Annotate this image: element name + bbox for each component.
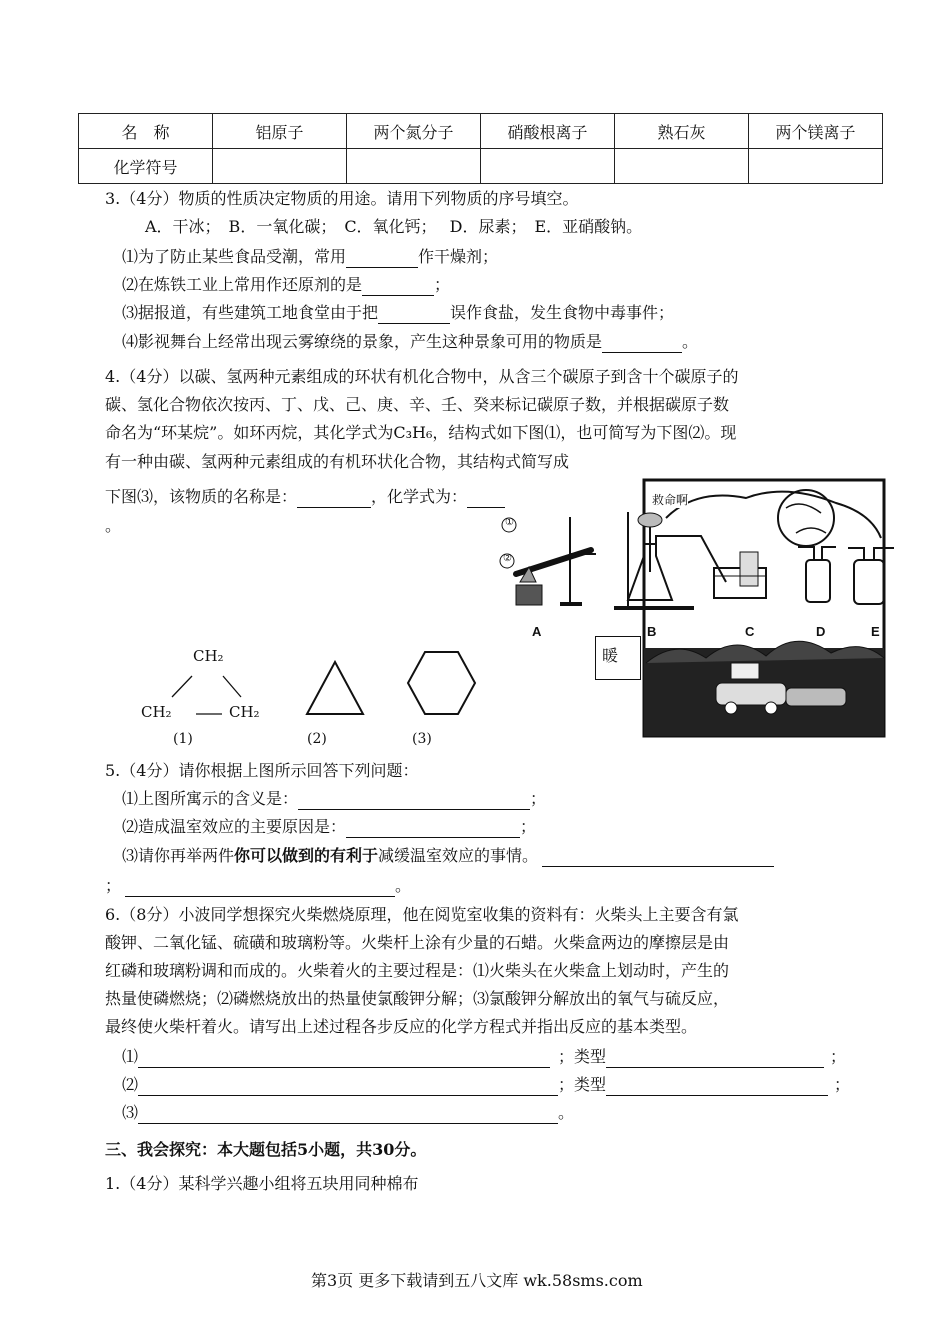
- answer-cell[interactable]: [213, 149, 347, 184]
- ch2-right: CH₂: [229, 703, 260, 721]
- q3-item-2: [122, 274, 450, 296]
- blank[interactable]: [298, 791, 530, 810]
- q6-line-3: 红磷和玻璃粉调和而成的。火柴着火的主要过程是：⑴火柴头在火柴盒上划动时，产生的: [105, 961, 730, 980]
- q6-answer-3-end: 。: [558, 1103, 575, 1122]
- q6-answer-1-semi: ；: [830, 1047, 847, 1066]
- q5-item-2: [122, 816, 536, 838]
- q6-answer-1: [122, 1046, 846, 1068]
- q4-line-3: 命名为“环某烷”。如环丙烷，其化学式为C₃H₆，结构式如下图⑴，也可简写为下图⑵。现: [105, 423, 737, 442]
- ch2-left: CH₂: [141, 703, 172, 721]
- q6-answer-2-label: ⑵: [122, 1075, 139, 1094]
- q5-item-2-text: ⑵造成温室效应的主要原因是：: [122, 817, 347, 836]
- answer-cell[interactable]: [481, 149, 615, 184]
- table-cell: 铝原子: [213, 114, 347, 149]
- table-cell: 两个镁离子: [749, 114, 883, 149]
- cartoon-side-text: 暖: [602, 646, 619, 665]
- blank[interactable]: [125, 878, 395, 897]
- q5-item-4-semi: ；: [105, 876, 122, 895]
- bond-line: [223, 676, 241, 697]
- blank[interactable]: [602, 334, 682, 353]
- q4-formula-prompt: ，化学式为：: [371, 487, 468, 506]
- q5-item-1: [122, 788, 546, 810]
- blank[interactable]: [297, 489, 371, 508]
- blank[interactable]: [606, 1049, 824, 1068]
- table-row: [79, 114, 883, 149]
- q4-line-4: 有一种由碳、氢两种元素组成的有机环状化合物，其结构式简写成: [105, 452, 570, 471]
- q6-line-2: 酸钾、二氧化锰、硫磺和玻璃粉等。火柴杆上涂有少量的石蜡。火柴盒两边的摩擦层是由: [105, 933, 730, 952]
- q4-line-1: 4.（4分）以碳、氢两种元素组成的环状有机化合物中，从含三个碳原子到含十个碳原子的: [105, 367, 739, 386]
- q4-line-5: [105, 486, 505, 508]
- blank[interactable]: [138, 1049, 550, 1068]
- label-e: E: [871, 624, 880, 639]
- q4-name-prompt: 下图⑶，该物质的名称是：: [105, 487, 298, 506]
- blank[interactable]: [346, 819, 520, 838]
- q5-item-4: [105, 875, 411, 897]
- label-d: D: [816, 624, 826, 639]
- q3-item-3: [122, 302, 674, 324]
- table-cell: 化学符号: [79, 149, 213, 184]
- q3-item-4: [122, 331, 698, 353]
- answer-table: [78, 113, 883, 184]
- blank[interactable]: [378, 305, 450, 324]
- section-heading: 三、我会探究：本大题包括5小题，共30分。: [105, 1140, 427, 1159]
- caption-1: (1): [173, 731, 193, 747]
- q3-item-3-text: ⑶据报道，有些建筑工地食堂由于把: [122, 303, 379, 322]
- q6-answer-2-type: ；类型: [558, 1075, 607, 1094]
- caption-3: (3): [412, 731, 432, 747]
- blank[interactable]: [542, 848, 774, 867]
- q3-item-2-end: ；: [434, 275, 451, 294]
- blank[interactable]: [467, 489, 505, 508]
- cartoon-side-box: [595, 636, 641, 680]
- q5-head: 5.（4分）请你根据上图所示回答下列问题：: [105, 761, 419, 780]
- table-cell: 硝酸根离子: [481, 114, 615, 149]
- ch2-top: CH₂: [193, 647, 224, 665]
- cartoon-caption: 救命啊: [652, 493, 689, 507]
- q3-item-4-text: ⑷影视舞台上经常出现云雾缭绕的景象，产生这种景象可用的物质是: [122, 332, 603, 351]
- bond-line: [172, 676, 192, 697]
- answer-cell[interactable]: [347, 149, 481, 184]
- hexagon-shape: [408, 652, 475, 714]
- table-row: [79, 149, 883, 184]
- q6-answer-1-type: ；类型: [558, 1047, 607, 1066]
- label-b: B: [647, 624, 657, 639]
- label-a: A: [532, 624, 542, 639]
- label-1: ①: [505, 517, 514, 528]
- q4-line-2: 碳、氢化合物依次按丙、丁、戊、己、庚、辛、壬、癸来标记碳原子数，并根据碳原子数: [105, 395, 730, 414]
- label-2: ②: [503, 553, 512, 564]
- q5-item-3-text-c: 减缓温室效应的事情。: [378, 846, 539, 865]
- triangle-shape: [307, 662, 363, 714]
- blank[interactable]: [138, 1105, 558, 1124]
- q5-item-3-text-b: 你可以做到的有利于: [234, 846, 379, 865]
- label-c: C: [745, 624, 755, 639]
- q6-answer-2: [122, 1074, 850, 1096]
- q3-head: 3.（4分）物质的性质决定物质的用途。请用下列物质的序号填空。: [105, 189, 579, 208]
- blank[interactable]: [138, 1077, 558, 1096]
- lab-apparatus-image: [496, 512, 906, 642]
- answer-cell[interactable]: [749, 149, 883, 184]
- q3-options: A．干冰； B．一氧化碳； C．氧化钙； D．尿素； E．亚硝酸钠。: [145, 217, 643, 236]
- page-footer: 第3页 更多下载请到五八文库 wk.58sms.com: [311, 1271, 643, 1290]
- q5-item-3-text-a: ⑶请你再举两件: [122, 846, 235, 865]
- q6-answer-2-semi: ；: [834, 1075, 851, 1094]
- q6-answer-3: [122, 1102, 574, 1124]
- q6-line-5: 最终使火柴杆着火。请写出上述过程各步反应的化学方程式并指出反应的基本类型。: [105, 1017, 698, 1036]
- q3-item-1-text: ⑴为了防止某些食品受潮，常用: [122, 247, 347, 266]
- q3-item-1-end: 作干燥剂；: [418, 247, 499, 266]
- table-cell: 熟石灰: [615, 114, 749, 149]
- q6-answer-3-label: ⑶: [122, 1103, 139, 1122]
- q5-item-4-end: 。: [395, 876, 412, 895]
- blank[interactable]: [606, 1077, 828, 1096]
- q5-item-2-end: ；: [520, 817, 537, 836]
- caption-2: (2): [307, 731, 327, 747]
- table-cell: 名 称: [79, 114, 213, 149]
- q6-line-4: 热量使磷燃烧；⑵磷燃烧放出的热量使氯酸钾分解；⑶氯酸钾分解放出的氧气与硫反应，: [105, 989, 730, 1008]
- table-cell: 两个氮分子: [347, 114, 481, 149]
- blank[interactable]: [362, 277, 434, 296]
- q5-item-1-text: ⑴上图所寓示的含义是：: [122, 789, 299, 808]
- q3-item-1: [122, 246, 498, 268]
- q5-item-3: [122, 845, 774, 867]
- q6-line-1: 6.（8分）小波同学想探究火柴燃烧原理，他在阅览室收集的资料有：火柴头上主要含有氯: [105, 905, 739, 924]
- q1-text: 1.（4分）某科学兴趣小组将五块用同种棉布: [105, 1174, 419, 1193]
- q4-line-6: 。: [105, 516, 122, 535]
- q5-item-1-end: ；: [530, 789, 547, 808]
- answer-cell[interactable]: [615, 149, 749, 184]
- q3-item-4-end: 。: [682, 332, 699, 351]
- q3-item-2-text: ⑵在炼铁工业上常用作还原剂的是: [122, 275, 363, 294]
- q3-item-3-end: 误作食盐，发生食物中毒事件；: [450, 303, 675, 322]
- blank[interactable]: [346, 249, 418, 268]
- q6-answer-1-label: ⑴: [122, 1047, 139, 1066]
